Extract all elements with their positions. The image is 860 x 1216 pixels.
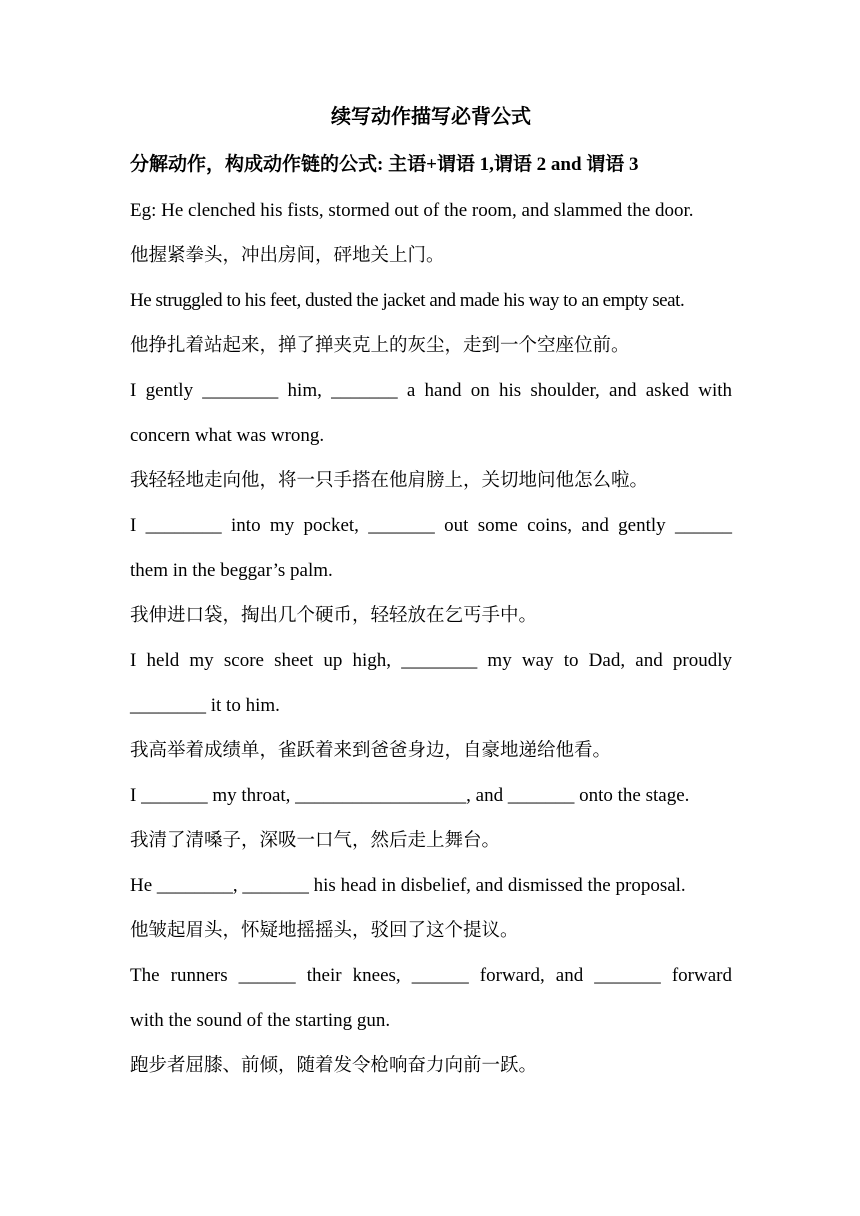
exercise-4-chinese: 我清了清嗓子，深吸一口气，然后走上舞台。 (130, 831, 501, 851)
formula-heading: 分解动作，构成动作链的公式: 主语+谓语 1,谓语 2 and 谓语 3 (130, 154, 639, 175)
exercise-3-english-line-2: ________ it to him. (130, 695, 280, 716)
exercise-3-english-line-1: I held my score sheet up high, ________ my way to Dad, and proudly (130, 650, 732, 671)
exercise-4-english: I _______ my throat, __________________, and _______ onto the stage. (130, 785, 690, 806)
exercise-6-english-line-2: with the sound of the starting gun. (130, 1010, 391, 1031)
exercise-5-english: He ________, _______ his head in disbelief, and dismissed the proposal. (130, 875, 686, 896)
exercise-6-english-line-1: The runners ______ their knees, ______ forward, and _______ forward (130, 965, 732, 986)
example-1-english: Eg: He clenched his fists, stormed out of the room, and slammed the door. (130, 200, 694, 221)
example-2-english: He struggled to his feet, dusted the jacket and made his way to an empty seat. (130, 290, 685, 311)
exercise-1-english-line-1: I gently ________ him, _______ a hand on his shoulder, and asked with (130, 380, 732, 401)
exercise-1-english-line-2: concern what was wrong. (130, 425, 325, 446)
example-1-chinese: 他握紧拳头，冲出房间，砰地关上门。 (130, 246, 445, 266)
exercise-2-chinese: 我伸进口袋，掏出几个硬币，轻轻放在乞丐手中。 (130, 606, 538, 626)
exercise-1-chinese: 我轻轻地走向他，将一只手搭在他肩膀上，关切地问他怎么啦。 (130, 471, 649, 491)
exercise-5-chinese: 他皱起眉头，怀疑地摇摇头，驳回了这个提议。 (130, 921, 519, 941)
exercise-6-chinese: 跑步者屈膝、前倾，随着发令枪响奋力向前一跃。 (130, 1056, 538, 1076)
exercise-3-chinese: 我高举着成绩单，雀跃着来到爸爸身边，自豪地递给他看。 (130, 741, 612, 761)
exercise-2-english-line-1: I ________ into my pocket, _______ out some coins, and gently ______ (130, 515, 732, 536)
document-title: 续写动作描写必背公式 (331, 106, 531, 128)
exercise-2-english-line-2: them in the beggar’s palm. (130, 560, 333, 581)
example-2-chinese: 他挣扎着站起来，掸了掸夹克上的灰尘，走到一个空座位前。 (130, 336, 630, 356)
